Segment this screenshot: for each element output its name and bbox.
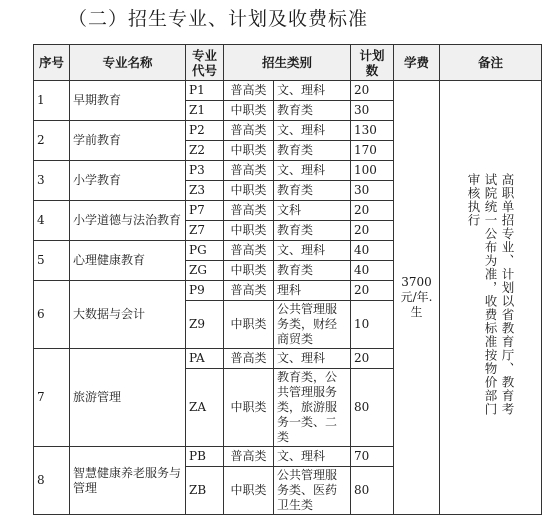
seq-cell: 6 — [34, 281, 70, 349]
header-category: 招生类别 — [224, 45, 351, 81]
type-cell: 中职类 — [224, 141, 274, 161]
header-code: 专业代号 — [186, 45, 224, 81]
type-cell: 普高类 — [224, 281, 274, 301]
code-cell: ZG — [186, 261, 224, 281]
note-cell — [440, 81, 542, 515]
type-cell: 普高类 — [224, 201, 274, 221]
subject-cell: 教育类 — [274, 221, 351, 241]
subject-cell: 公共管理服务类，财经商贸类 — [274, 301, 351, 349]
type-cell: 普高类 — [224, 447, 274, 467]
plan-cell: 20 — [351, 221, 394, 241]
code-cell: P3 — [186, 161, 224, 181]
fee-cell: 3700元/年.生 — [394, 81, 440, 515]
plan-cell: 40 — [351, 241, 394, 261]
section-title: （二）招生专业、计划及收费标准 — [68, 8, 369, 30]
plan-cell: 20 — [351, 81, 394, 101]
seq-cell: 8 — [34, 447, 70, 515]
plan-cell: 30 — [351, 181, 394, 201]
major-name: 智慧健康养老服务与管理 — [70, 447, 186, 515]
subject-cell: 文、理科 — [274, 121, 351, 141]
major-name: 学前教育 — [70, 121, 186, 161]
type-cell: 中职类 — [224, 221, 274, 241]
code-cell: P1 — [186, 81, 224, 101]
type-cell: 中职类 — [224, 181, 274, 201]
major-name: 大数据与会计 — [70, 281, 186, 349]
subject-cell: 教育类 — [274, 141, 351, 161]
plan-cell: 20 — [351, 201, 394, 221]
subject-cell: 公共管理服务类、医药卫生类 — [274, 467, 351, 515]
subject-cell: 教育类 — [274, 261, 351, 281]
type-cell: 中职类 — [224, 101, 274, 121]
type-cell: 普高类 — [224, 241, 274, 261]
table-body — [34, 81, 542, 515]
type-cell: 普高类 — [224, 349, 274, 369]
plan-cell: 170 — [351, 141, 394, 161]
major-name: 早期教育 — [70, 81, 186, 121]
plan-cell: 10 — [351, 301, 394, 349]
code-cell: Z1 — [186, 101, 224, 121]
type-cell: 中职类 — [224, 369, 274, 447]
seq-cell: 4 — [34, 201, 70, 241]
type-cell: 普高类 — [224, 81, 274, 101]
type-cell: 中职类 — [224, 261, 274, 281]
seq-cell: 1 — [34, 81, 70, 121]
major-name: 心理健康教育 — [70, 241, 186, 281]
code-cell: ZB — [186, 467, 224, 515]
plan-cell: 80 — [351, 467, 394, 515]
code-cell: PA — [186, 349, 224, 369]
major-name: 小学教育 — [70, 161, 186, 201]
type-cell: 普高类 — [224, 121, 274, 141]
plan-cell: 40 — [351, 261, 394, 281]
type-cell: 中职类 — [224, 301, 274, 349]
enrollment-table — [33, 44, 542, 515]
seq-cell: 2 — [34, 121, 70, 161]
subject-cell: 文、理科 — [274, 81, 351, 101]
code-cell: PB — [186, 447, 224, 467]
major-name: 小学道德与法治教育 — [70, 201, 186, 241]
table-header-row — [34, 45, 542, 81]
code-cell: P2 — [186, 121, 224, 141]
header-note: 备注 — [440, 45, 542, 81]
plan-cell: 130 — [351, 121, 394, 141]
major-name: 旅游管理 — [70, 349, 186, 447]
type-cell: 普高类 — [224, 161, 274, 181]
seq-cell: 7 — [34, 349, 70, 447]
subject-cell: 教育类 — [274, 181, 351, 201]
subject-cell: 文科 — [274, 201, 351, 221]
plan-cell: 70 — [351, 447, 394, 467]
header-plan: 计划数 — [351, 45, 394, 81]
header-major: 专业名称 — [70, 45, 186, 81]
plan-cell: 30 — [351, 101, 394, 121]
code-cell: Z3 — [186, 181, 224, 201]
seq-cell: 5 — [34, 241, 70, 281]
header-seq: 序号 — [34, 45, 70, 81]
plan-cell: 20 — [351, 281, 394, 301]
type-cell: 中职类 — [224, 467, 274, 515]
note-text: 高职单招专业、计划以省教育厅、教育考试院统一公布为准，收费标准按物价部门审核执行 — [466, 172, 516, 416]
subject-cell: 文、理科 — [274, 241, 351, 261]
table-row — [34, 81, 542, 101]
code-cell: P9 — [186, 281, 224, 301]
subject-cell: 教育类，公共管理服务类，旅游服务一类、二类 — [274, 369, 351, 447]
code-cell: Z2 — [186, 141, 224, 161]
code-cell: PG — [186, 241, 224, 261]
code-cell: ZA — [186, 369, 224, 447]
subject-cell: 文、理科 — [274, 161, 351, 181]
subject-cell: 文、理科 — [274, 447, 351, 467]
plan-cell: 20 — [351, 349, 394, 369]
seq-cell: 3 — [34, 161, 70, 201]
code-cell: P7 — [186, 201, 224, 221]
code-cell: Z7 — [186, 221, 224, 241]
subject-cell: 理科 — [274, 281, 351, 301]
header-fee: 学费 — [394, 45, 440, 81]
plan-cell: 80 — [351, 369, 394, 447]
subject-cell: 文、理科 — [274, 349, 351, 369]
plan-cell: 100 — [351, 161, 394, 181]
code-cell: Z9 — [186, 301, 224, 349]
subject-cell: 教育类 — [274, 101, 351, 121]
